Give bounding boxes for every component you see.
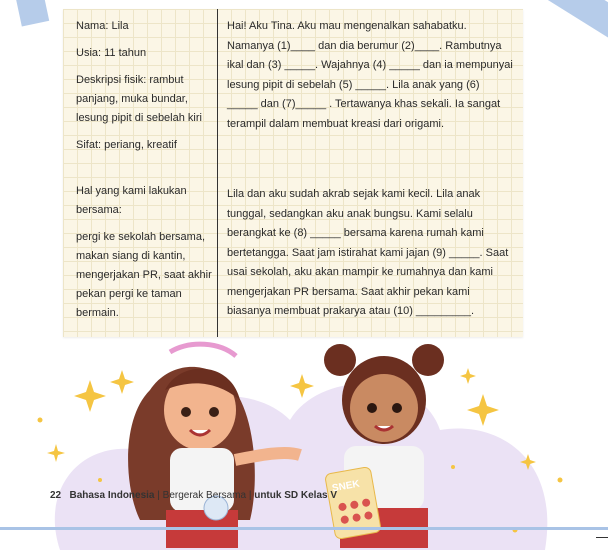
- paragraph-2: [227, 185, 513, 322]
- bottom-strip: [0, 527, 608, 530]
- profile-age: Usia: 11 tahun: [76, 47, 147, 59]
- footer-separator: |: [157, 490, 160, 501]
- paragraph-1-text: Hai! Aku Tina. Aku mau mengenalkan sahabatku. Namanya (1)____ dan dia berumur (2)____. Rambutnya ikal dan (3) _____. Wajahnya (4) _____ dan ia mempunyai lesung pipit di sebelah (5) _____. Lila anak yang (6) _____ dan (7)_____ . Tertawanya khas sekali. Ia sangat terampil dalam membuat kreasi dari origami.: [227, 20, 513, 130]
- column-divider: [217, 9, 218, 337]
- profile-name: Nama: Lila: [76, 20, 129, 32]
- grade-label: untuk SD Kelas V: [254, 490, 338, 501]
- book-title: Bahasa Indonesia: [69, 490, 155, 501]
- footer-separator: |: [248, 490, 252, 501]
- book-subtitle: Bergerak Bersama: [162, 490, 247, 501]
- profile-column: [76, 17, 216, 155]
- tina-figure: [324, 344, 444, 548]
- activities-text: pergi ke sekolah bersama, makan siang di kantin, mengerjakan PR, saat akhir pekan pergi ke taman bermain.: [76, 231, 212, 319]
- paragraph-2-text: Lila dan aku sudah akrab sejak kami kecil. Lila anak tunggal, sedangkan aku anak bungsu. Kami selalu berangkat ke (8) _____ bersama karena rumah kami bertetangga. Saat jam istirahat kami jajan (9) _____. Saat usai sekolah, aku akan mampir ke rumahnya dan kami mengerjakan PR bersama. Saat akhir pekan kami biasanya membuat prakarya atau (10) _________.: [227, 188, 509, 317]
- paragraph-1: [227, 17, 513, 134]
- girls-illustration: [0, 330, 608, 548]
- page-number: 22: [50, 490, 62, 501]
- profile-traits: Sifat: periang, kreatif: [76, 139, 177, 151]
- activities-heading: Hal yang kami lakukan bersama:: [76, 185, 187, 216]
- notebook-paper: [63, 9, 523, 337]
- lila-figure: [128, 344, 300, 548]
- activities-column: [76, 182, 216, 323]
- profile-physical: Deskripsi fisik: rambut panjang, muka bundar, lesung pipit di sebelah kiri: [76, 74, 202, 124]
- page-footer: [50, 490, 337, 501]
- snack-label: SNEK: [331, 478, 361, 495]
- crop-mark: [596, 537, 608, 538]
- tape-decoration: [15, 0, 49, 27]
